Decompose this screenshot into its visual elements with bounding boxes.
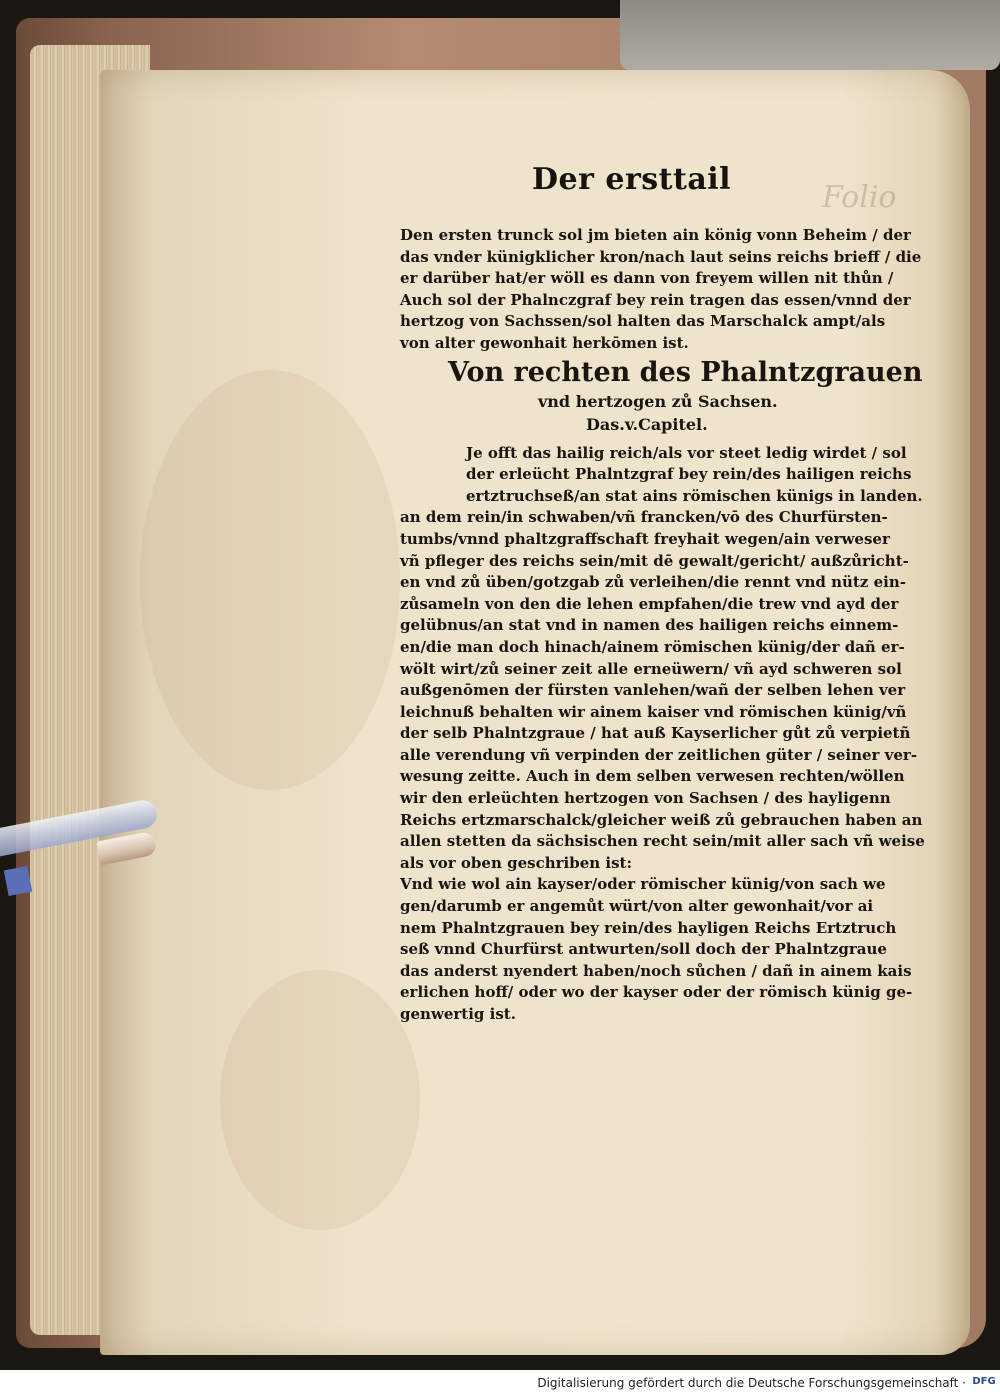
text-line: nem Phalntzgrauen bey rein/des hayligen Reichs Ertztruch (400, 918, 897, 937)
text-line: zůsameln von den die lehen empfahen/die trew vnd ayd der (400, 594, 899, 613)
text-line: von alter gewonhait herkōmen ist. (400, 333, 689, 352)
text-line: er darüber hat/er wöll es dann von freyem willen nit thůn / (400, 269, 894, 288)
text-line: leichnuß behalten wir ainem kaiser vnd römischen künig/vñ (400, 702, 907, 721)
opening-paragraph (400, 225, 930, 355)
text-line: wir den erleüchten hertzogen von Sachsen / des hayligenn (400, 789, 891, 808)
text-line: gen/darumb er angemůt würt/von alter gewonhait/vor ai (400, 897, 874, 916)
text-line: das anderst nyendert haben/noch sůchen / dañ in ainem kais (400, 961, 912, 980)
chapter-paragraph (400, 443, 930, 875)
text-line: Reichs ertzmarschalck/gleicher weiß zů gebrauchen haben an (400, 810, 923, 829)
page-stain (140, 370, 400, 790)
text-line: der erleücht Phalntzgraf bey rein/des hailigen reichs (466, 465, 912, 484)
text-line: Je offt das hailig reich/als vor steet ledig wirdet / sol (466, 443, 907, 462)
chapter-title: Von rechten des Phalntzgrauen (448, 356, 923, 388)
chapter-subtitle: vnd hertzogen zů Sachsen. (538, 391, 778, 411)
chapter-number: Das.v.Capitel. (586, 414, 708, 434)
text-line: Den ersten trunck sol jm bieten ain könig vonn Beheim / der (400, 226, 911, 244)
running-head: Der ersttail (532, 162, 732, 197)
book-cover-top (620, 0, 1000, 70)
text-line: tumbs/vnnd phaltzgraffschaft freyhait wegen/ain verweser (400, 529, 890, 548)
text-line: vñ pfleger des reichs sein/mit dē gewalt/gericht/ außzůricht- (400, 551, 909, 570)
text-line: hertzog von Sachssen/sol halten das Marschalck ampt/als (400, 312, 886, 331)
pen-band (4, 866, 33, 896)
closing-paragraph (400, 874, 930, 1025)
text-line: das vnder künigklicher kron/nach laut seins reichs brieff / die (400, 247, 922, 266)
page-stain (220, 970, 420, 1230)
text-line: allen stetten da sächsischen recht sein/mit aller sach vñ weise (400, 832, 925, 851)
text-line: erlichen hoff/ oder wo der kayser oder der römisch künig ge- (400, 983, 913, 1002)
text-line: gelübnus/an stat vnd in namen des hailigen reichs einnem- (400, 616, 899, 635)
text-line: wölt wirt/zů seiner zeit alle erneüwern/ vñ ayd schweren sol (400, 659, 902, 678)
text-line: en vnd zů üben/gotzgab zů verleihen/die rennt vnd nütz ein- (400, 573, 906, 592)
footer-bar (0, 1370, 1000, 1395)
dfg-logo: DFG (972, 1376, 996, 1387)
text-line: alle verendung vñ verpinden der zeitlichen güter / seiner ver- (400, 745, 918, 764)
text-line: der selb Phalntzgraue / hat auß Kayserlicher gůt zů verpietñ (400, 724, 911, 743)
text-line: Auch sol der Phalnczgraf bey rein tragen das essen/vnnd der (400, 290, 911, 309)
text-line: Vnd wie wol ain kayser/oder römischer künig/von sach we (400, 875, 886, 894)
text-line: wesung zeitte. Auch in dem selben verwesen rechten/wöllen (400, 767, 905, 786)
text-line: seß vnnd Churfürst antwurten/soll doch der Phalntzgraue (400, 940, 887, 959)
text-line: genwertig ist. (400, 1005, 516, 1023)
folio-bleed: Folio (822, 180, 897, 215)
text-line: an dem rein/in schwaben/vñ francken/vō des Churfürsten- (400, 508, 888, 527)
text-line: en/die man doch hinach/ainem römischen künig/der dañ er- (400, 637, 905, 656)
text-block (400, 225, 930, 1026)
text-line: außgenōmen der fürsten vanlehen/wañ der selben lehen ver (400, 681, 906, 700)
text-line: als vor oben geschriben ist: (400, 853, 632, 872)
text-line: ertztruchseß/an stat ains römischen künigs in landen. (466, 486, 923, 505)
footer-credit: Digitalisierung gefördert durch die Deutsche Forschungsgemeinschaft · (537, 1376, 966, 1390)
